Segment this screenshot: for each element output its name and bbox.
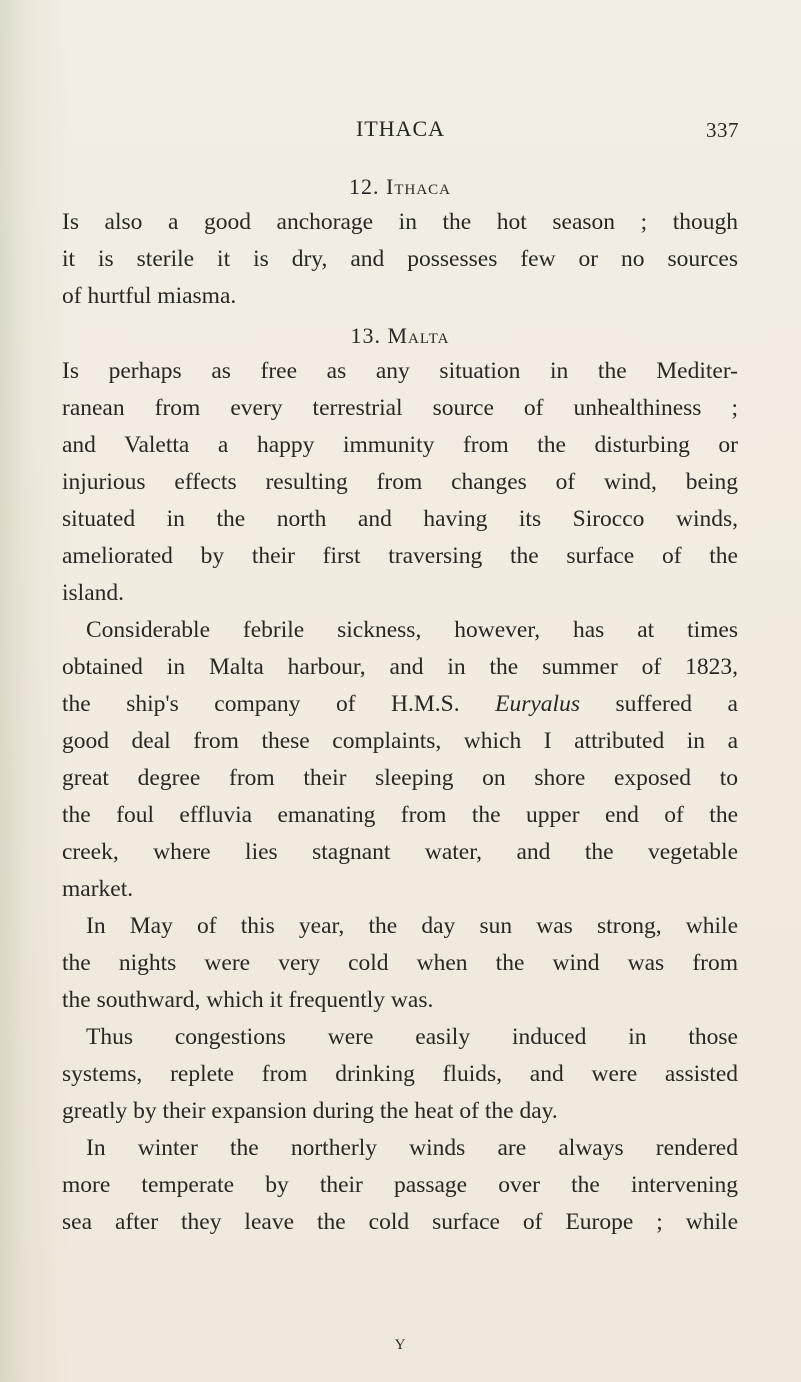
text-line: great degree from their sleeping on shore exposed to — [62, 765, 738, 791]
text-line: In May of this year, the day sun was strong, while — [86, 913, 738, 939]
text-block — [62, 170, 738, 1241]
paragraph — [62, 204, 738, 315]
text-line: island. — [62, 580, 125, 606]
paragraph — [62, 1130, 738, 1241]
text-line: greatly by their expansion during the heat of the day. — [62, 1098, 558, 1124]
text-line: creek, where lies stagnant water, and the vegetable — [62, 839, 738, 865]
text-line: it is sterile it is dry, and possesses few or no sources — [62, 246, 738, 272]
text-line: more temperate by their passage over the intervening — [62, 1172, 738, 1198]
running-head — [0, 116, 801, 146]
text-line: systems, replete from drinking fluids, and were assisted — [62, 1061, 738, 1087]
paragraph — [62, 353, 738, 612]
text-line: sea after they leave the cold surface of Europe ; while — [62, 1209, 738, 1235]
page-number: 337 — [706, 118, 739, 142]
text-line: the foul effluvia emanating from the upper end of the — [62, 802, 738, 828]
text-line: Considerable febrile sickness, however, has at times — [86, 617, 738, 643]
text-line: the nights were very cold when the wind was from — [62, 950, 738, 976]
text-line-with-ship-name: the ship's company of H.M.S. Euryalus suffered a — [62, 691, 738, 717]
text-line: the southward, which it frequently was. — [62, 987, 434, 1013]
section-heading-malta: 13. Malta — [350, 323, 450, 348]
text-line: and Valetta a happy immunity from the disturbing or — [62, 432, 738, 458]
text-line: ranean from every terrestrial source of unhealthiness ; — [62, 395, 738, 421]
text-line: obtained in Malta harbour, and in the summer of 1823, — [62, 654, 738, 680]
text-line: ameliorated by their first traversing the surface of the — [62, 543, 738, 569]
text-line: injurious effects resulting from changes of wind, being — [62, 469, 738, 495]
signature-mark: Y — [394, 1337, 407, 1353]
running-title: ITHACA — [355, 116, 446, 141]
paragraph — [62, 612, 738, 908]
text-line: good deal from these complaints, which I attributed in a — [62, 728, 738, 754]
text-line: Thus congestions were easily induced in those — [86, 1024, 738, 1050]
text-line: market. — [62, 876, 134, 902]
paragraph — [62, 908, 738, 1019]
paragraph — [62, 1019, 738, 1130]
text-line: In winter the northerly winds are always rendered — [86, 1135, 738, 1161]
text-line: Is also a good anchorage in the hot season ; though — [62, 209, 738, 235]
text-line: of hurtful miasma. — [62, 283, 237, 309]
text-line: situated in the north and having its Sirocco winds, — [62, 506, 738, 532]
text-line: Is perhaps as free as any situation in the Mediter- — [62, 358, 738, 384]
ship-name: Euryalus — [495, 691, 580, 717]
section-heading-ithaca: 12. Ithaca — [349, 174, 451, 199]
